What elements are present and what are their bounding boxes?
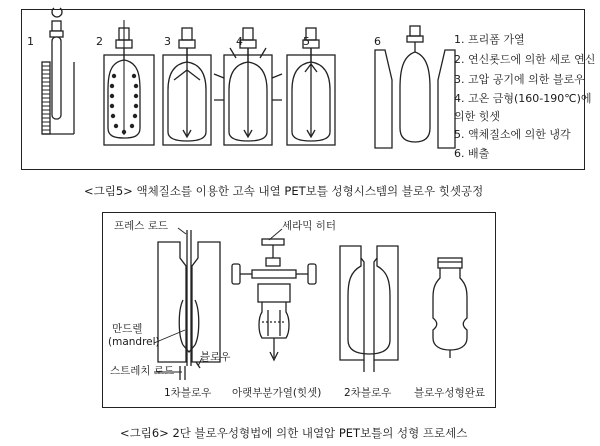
label-ceramic-heater: 세라믹 히터 (282, 220, 337, 232)
step-number-6: 6 (374, 35, 381, 48)
label-blow: 블로우 (200, 351, 231, 363)
step-number-3: 3 (164, 35, 171, 48)
figure5-caption: <그림5> 액체질소를 이용한 고속 내열 PET보틀 성형시스템의 블로우 힛셋공정 (84, 184, 484, 198)
legend-item-4: 4. 고온 금형(160-190℃)에 (454, 92, 592, 105)
legend-item-3: 3. 고압 공기에 의한 블로우 (454, 73, 585, 86)
figure6-frame (102, 212, 496, 408)
step1-preform-heater (42, 8, 74, 134)
legend-item-1: 1. 프리폼 가열 (454, 33, 525, 46)
stage-label-4: 블로우성형완료 (414, 387, 486, 399)
legend-item-6: 6. 배출 (454, 147, 490, 160)
step6-eject (375, 26, 455, 148)
legend-item-2: 2. 연신롯드에 의한 세로 연신 (454, 53, 596, 66)
stage-label-3: 2차블로우 (344, 387, 392, 399)
label-stretch-rod: 스트레치 로드 (110, 365, 175, 377)
step-number-4: 4 (236, 35, 243, 48)
figure6-caption: <그림6> 2단 블로우성형법에 의한 내열압 PET보틀의 성형 프로세스 (120, 426, 468, 440)
label-mandrel: 만드렐 (112, 323, 143, 335)
legend-item-4-cont: 의한 힛셋 (454, 110, 501, 123)
label-press-rod: 프레스 로드 (114, 220, 169, 232)
stage-label-2: 아랫부분가열(힛셋) (232, 387, 322, 399)
step-number-5: 5 (303, 35, 310, 48)
legend-item-5: 5. 액체질소에 의한 냉각 (454, 128, 571, 141)
step-number-2: 2 (96, 35, 103, 48)
step2-stretch-mold (104, 20, 154, 145)
stage-label-1: 1차블로우 (164, 387, 212, 399)
label-mandrel-en: (mandrel) (108, 336, 160, 348)
step4-heatset-mold (214, 28, 282, 145)
step5-cooling-mold (287, 28, 335, 145)
step-number-1: 1 (27, 35, 34, 48)
